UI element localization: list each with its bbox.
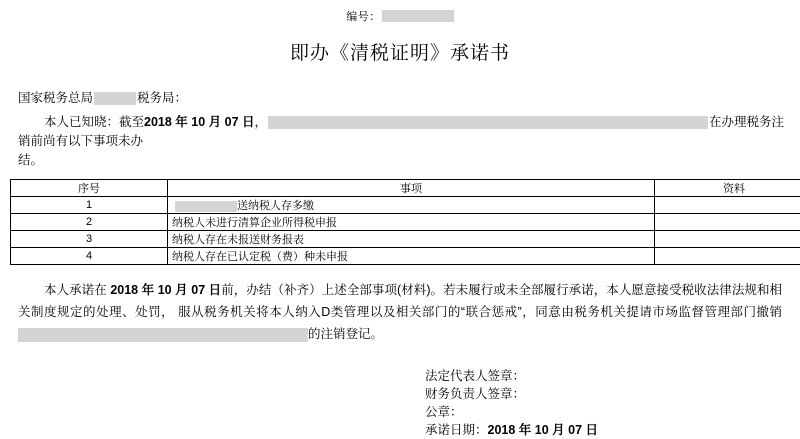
cell-seq: 1 bbox=[11, 197, 168, 214]
table-header-row bbox=[11, 180, 800, 197]
commitment-redacted bbox=[18, 328, 308, 342]
legal-rep-signature-line: 法定代表人签章： bbox=[425, 367, 790, 385]
cell-item: 纳税人存在已认定税（费）种未申报 bbox=[168, 248, 655, 265]
addressee-suffix: 税务局： bbox=[137, 91, 187, 105]
doc-number-redacted-field bbox=[382, 10, 454, 22]
commitment-part1: 本人承诺在 bbox=[18, 283, 110, 297]
page-title: 即办《清税证明》承诺书 bbox=[10, 38, 790, 65]
finance-head-signature-line: 财务负责人签章： bbox=[425, 385, 790, 403]
cell-item-redacted bbox=[175, 201, 237, 212]
commitment-part2: 前，办结（补齐）上述全部事项(材料)。若未履行或未全部履行承诺，本人愿意接受税收法律法规和相关制度规定的处理、处罚， 服从税务机关将本人纳入D类管理以及相关部门的“联合惩戒”，同意由税务机关提请市场监督管理部门撤销 bbox=[18, 283, 782, 319]
commitment-paragraph bbox=[18, 279, 782, 345]
commitment-date: 2018 年 10 月 07 日 bbox=[110, 283, 221, 297]
cell-doc bbox=[655, 214, 800, 231]
table-row bbox=[11, 231, 800, 248]
known-comma: ， bbox=[255, 115, 268, 129]
doc-number-row bbox=[10, 0, 790, 24]
commitment-date-value: 2018 年 10 月 07 日 bbox=[488, 423, 598, 437]
cell-seq: 3 bbox=[11, 231, 168, 248]
commitment-part3: 的注销登记。 bbox=[308, 327, 383, 341]
table-row bbox=[11, 248, 800, 265]
cell-item bbox=[168, 197, 655, 214]
cell-item-text: 送纳税人存多缴 bbox=[237, 200, 314, 212]
cell-seq: 4 bbox=[11, 248, 168, 265]
addressee-bureau-redacted bbox=[94, 92, 136, 105]
column-header-doc: 资料 bbox=[655, 180, 800, 197]
commitment-date-label: 承诺日期： bbox=[425, 423, 488, 437]
signature-block bbox=[425, 367, 790, 439]
addressee-line bbox=[18, 89, 790, 107]
table-row bbox=[11, 214, 800, 231]
cell-item: 纳税人未进行清算企业所得税申报 bbox=[168, 214, 655, 231]
cell-doc bbox=[655, 248, 800, 265]
column-header-seq: 序号 bbox=[11, 180, 168, 197]
addressee-prefix: 国家税务总局 bbox=[18, 91, 93, 105]
cell-item: 纳税人存在未报送财务报表 bbox=[168, 231, 655, 248]
known-lead: 本人已知晓：截至 bbox=[18, 115, 144, 129]
table-row bbox=[11, 197, 800, 214]
known-tail2: 结。 bbox=[18, 153, 43, 167]
cell-seq: 2 bbox=[11, 214, 168, 231]
known-tail: 在办理税务注销前尚有以下事项未办 bbox=[18, 115, 784, 148]
commitment-date-line bbox=[425, 421, 790, 439]
known-date: 2018 年 10 月 07 日 bbox=[144, 115, 254, 129]
company-seal-line: 公章： bbox=[425, 403, 790, 421]
matters-table bbox=[10, 179, 800, 265]
known-paragraph bbox=[18, 113, 790, 170]
doc-number-label: 编号： bbox=[346, 8, 381, 24]
known-company-redacted bbox=[268, 116, 708, 129]
cell-doc bbox=[655, 231, 800, 248]
column-header-item: 事项 bbox=[168, 180, 655, 197]
cell-doc bbox=[655, 197, 800, 214]
